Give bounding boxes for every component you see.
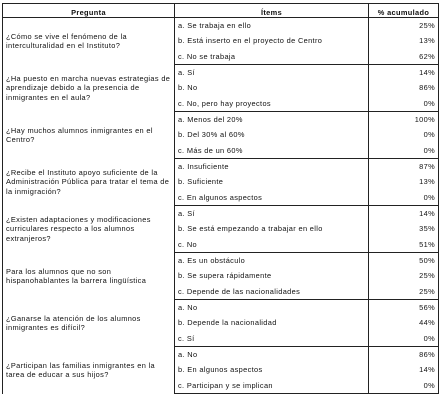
percent-cell: 86% xyxy=(369,347,439,362)
answer-item-cell: c. Más de un 60% xyxy=(175,143,369,159)
answer-item-cell: c. En algunos aspectos xyxy=(175,190,369,206)
answer-item-cell: a. Menos del 20% xyxy=(175,112,369,127)
answer-item-cell: a. No xyxy=(175,300,369,315)
answer-item-cell: b. Está inserto en el proyecto de Centro xyxy=(175,33,369,49)
percent-cell: 25% xyxy=(369,284,439,300)
percent-cell: 51% xyxy=(369,237,439,253)
percent-cell: 35% xyxy=(369,221,439,237)
answer-item-cell: a. No xyxy=(175,347,369,362)
question-cell: ¿Hay muchos alumnos inmigrantes en el Centro? xyxy=(3,112,175,159)
percent-cell: 14% xyxy=(369,206,439,221)
survey-table-container xyxy=(2,3,438,394)
answer-item-cell: c. Participan y se implican xyxy=(175,378,369,394)
percent-cell: 62% xyxy=(369,49,439,65)
question-cell: ¿Cómo se vive el fenómeno de la interculturalidad en el Instituto? xyxy=(3,18,175,65)
answer-item-cell: b. Suficiente xyxy=(175,174,369,190)
table-row xyxy=(3,18,439,33)
table-row xyxy=(3,300,439,315)
percent-cell: 14% xyxy=(369,65,439,80)
answer-item-cell: c. No se trabaja xyxy=(175,49,369,65)
percent-cell: 14% xyxy=(369,362,439,378)
question-cell: ¿Recibe el Instituto apoyo suficiente de la Administración Pública para tratar el tema de la inmigración? xyxy=(3,159,175,206)
percent-cell: 0% xyxy=(369,127,439,143)
answer-item-cell: b. Se supera rápidamente xyxy=(175,268,369,284)
table-header-row xyxy=(3,4,439,18)
question-cell: ¿Participan las familias inmigrantes en la tarea de educar a sus hijos? xyxy=(3,347,175,394)
answer-item-cell: b. En algunos aspectos xyxy=(175,362,369,378)
percent-cell: 87% xyxy=(369,159,439,174)
answer-item-cell: a. Sí xyxy=(175,206,369,221)
percent-cell: 86% xyxy=(369,80,439,96)
percent-cell: 100% xyxy=(369,112,439,127)
percent-cell: 0% xyxy=(369,190,439,206)
question-cell: ¿Existen adaptaciones y modificaciones curriculares respecto a los alumnos extranjeros? xyxy=(3,206,175,253)
percent-cell: 50% xyxy=(369,253,439,268)
question-cell: ¿Ha puesto en marcha nuevas estrategias de aprendizaje debido a la presencia de inmigrantes en el aula? xyxy=(3,65,175,112)
answer-item-cell: c. No xyxy=(175,237,369,253)
answer-item-cell: a. Sí xyxy=(175,65,369,80)
answer-item-cell: a. Se trabaja en ello xyxy=(175,18,369,33)
table-row xyxy=(3,112,439,127)
percent-cell: 0% xyxy=(369,143,439,159)
table-row xyxy=(3,253,439,268)
percent-cell: 25% xyxy=(369,268,439,284)
answer-item-cell: c. No, pero hay proyectos xyxy=(175,96,369,112)
percent-cell: 0% xyxy=(369,331,439,347)
survey-table xyxy=(2,3,439,394)
percent-cell: 56% xyxy=(369,300,439,315)
question-cell: ¿Ganarse la atención de los alumnos inmigrantes es difícil? xyxy=(3,300,175,347)
percent-cell: 25% xyxy=(369,18,439,33)
table-row xyxy=(3,159,439,174)
answer-item-cell: c. Sí xyxy=(175,331,369,347)
percent-cell: 0% xyxy=(369,96,439,112)
answer-item-cell: b. Depende la nacionalidad xyxy=(175,315,369,331)
percent-cell: 13% xyxy=(369,33,439,49)
question-cell: Para los alumnos que no son hispanohablantes la barrera lingüística xyxy=(3,253,175,300)
table-row xyxy=(3,65,439,80)
table-row xyxy=(3,206,439,221)
percent-cell: 44% xyxy=(369,315,439,331)
survey-body xyxy=(3,18,439,394)
answer-item-cell: b. No xyxy=(175,80,369,96)
header-items: Ítems xyxy=(175,4,369,18)
answer-item-cell: b. Se está empezando a trabajar en ello xyxy=(175,221,369,237)
header-percent: % acumulado xyxy=(369,4,439,18)
header-question: Pregunta xyxy=(3,4,175,18)
percent-cell: 13% xyxy=(369,174,439,190)
answer-item-cell: b. Del 30% al 60% xyxy=(175,127,369,143)
table-row xyxy=(3,347,439,362)
answer-item-cell: a. Es un obstáculo xyxy=(175,253,369,268)
percent-cell: 0% xyxy=(369,378,439,394)
answer-item-cell: a. Insuficiente xyxy=(175,159,369,174)
answer-item-cell: c. Depende de las nacionalidades xyxy=(175,284,369,300)
